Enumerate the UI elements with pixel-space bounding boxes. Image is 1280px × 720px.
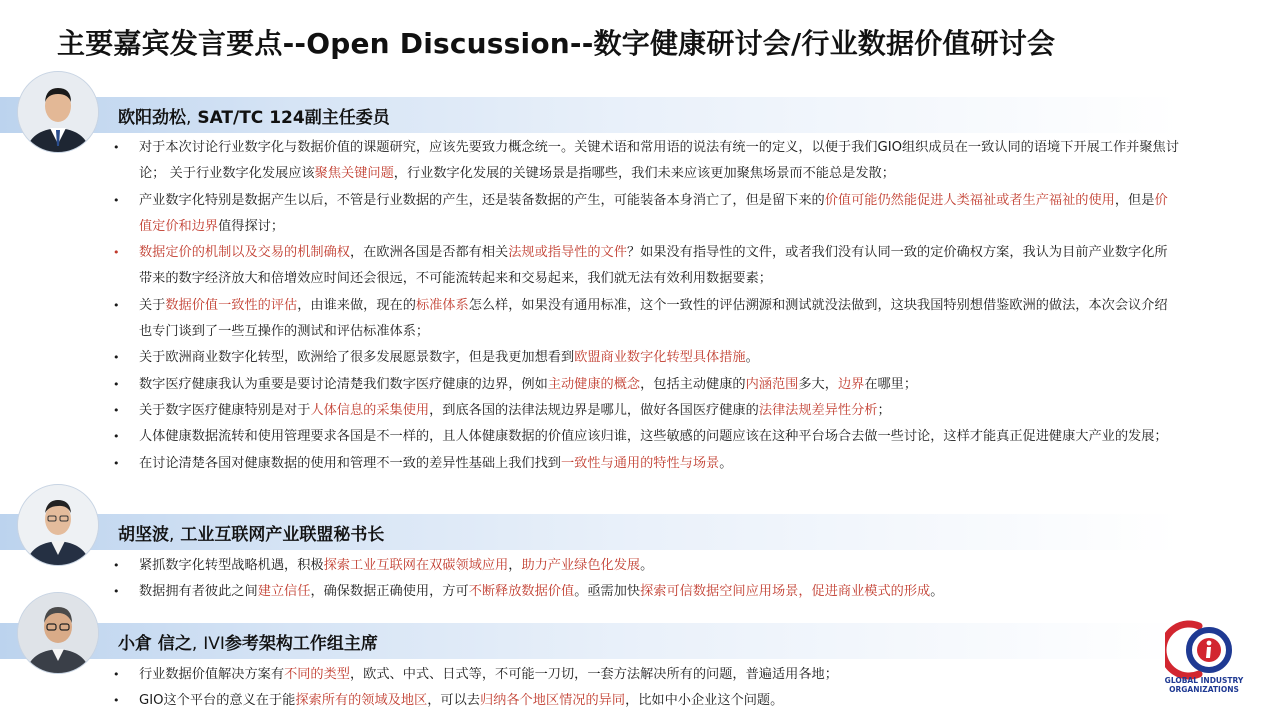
speaker-3-role: 参考架构工作组主席 — [224, 634, 378, 654]
page-title: 主要嘉宾发言要点--Open Discussion--数字健康研讨会/行业数据价值研讨会 — [57, 27, 1056, 60]
logo-line-1: GLOBAL INDUSTRY — [1164, 676, 1244, 685]
bullet-point — [0, 372, 1180, 398]
logo-text — [1162, 676, 1246, 694]
bullet-marker: • — [113, 141, 120, 154]
bullet-marker: • — [113, 559, 120, 572]
speaker-3-name: 小倉 信之 — [118, 634, 192, 654]
bullet-marker: • — [113, 430, 120, 444]
highlighted-text: 边界 — [837, 376, 865, 392]
point-text: ，行业数字化发展的关键场景是指哪些，我们未来应该更加聚焦场景而不能总是发散； — [393, 166, 895, 182]
highlighted-text: 数据价值一致性的评估 — [165, 297, 298, 313]
bullet-point — [0, 293, 1180, 346]
point-text: ，比如中小企业这个问题。 — [625, 693, 784, 709]
bullet-marker: • — [113, 377, 120, 391]
highlighted-text: 内涵范围 — [745, 376, 799, 392]
highlighted-text: 不同的类型 — [284, 667, 350, 682]
bullet-point — [0, 188, 1180, 241]
point-text: 紧抓数字化转型战略机遇，积极 — [139, 558, 324, 573]
gio-logo-icon — [1165, 618, 1243, 710]
bullet-marker: • — [113, 585, 120, 599]
point-text: 。亟需加快 — [574, 584, 641, 600]
point-text: 多大， — [798, 376, 838, 392]
speaker-3-separator: , — [191, 634, 198, 654]
bullet-marker: • — [113, 403, 120, 417]
speaker-1-separator: , — [186, 108, 192, 128]
point-text: 值得探讨； — [218, 218, 285, 234]
highlighted-text: 价值定价和边界 — [139, 192, 1168, 234]
point-text: ，但是 — [1114, 192, 1155, 208]
highlighted-text: 价值可能仍然能促进人类福祉或者生产福祉的使用 — [824, 192, 1115, 208]
highlighted-text: 主动健康的概念 — [547, 376, 641, 392]
speaker-1-role: SAT/TC 124副主任委员 — [197, 108, 390, 128]
point-text: 。 — [640, 558, 654, 573]
bullet-marker: • — [113, 351, 120, 365]
highlighted-text: 探索所有的领域及地区 — [295, 693, 428, 709]
speaker-name-2 — [118, 520, 384, 545]
point-text: 数据拥有者彼此之间 — [139, 584, 258, 600]
speaker-2-role: 工业互联网产业联盟秘书长 — [180, 525, 385, 545]
point-text: 关于欧洲商业数字化转型，欧洲给了很多发展愿景数字，但是我更加想看到 — [139, 350, 575, 366]
bullet-point — [0, 579, 1180, 605]
speaker-3-points — [0, 662, 1180, 715]
bullet-point — [0, 398, 1180, 424]
point-text: 在讨论清楚各国对健康数据的使用和管理不一致的差异性基础上我们找到 — [139, 455, 561, 471]
point-text: 。 — [745, 350, 759, 366]
point-text: GIO这个平台的意义在于能 — [139, 693, 296, 709]
point-text: ，包括主动健康的 — [640, 376, 746, 392]
highlighted-text: 助力产业绿色化发展 — [521, 558, 641, 573]
point-text: ，到底各国的法律法规边界是哪儿，做好各国医疗健康的 — [429, 402, 759, 418]
speaker-2-name: 胡坚波 — [118, 525, 169, 545]
point-text: ，在欧洲各国是否都有相关 — [350, 245, 509, 261]
highlighted-text: 探索工业互联网在双碳领域应用 — [323, 558, 509, 573]
point-text: ，确保数据正确使用，方可 — [310, 584, 469, 600]
bullet-marker: • — [113, 246, 120, 260]
highlighted-text: 法规或指导性的文件 — [508, 245, 627, 261]
point-text: ，欧式、中式、日式等，不可能一刀切，一套方法解决所有的问题，普遍适用各地； — [350, 667, 838, 682]
speaker-3-role-prefix: IVI — [203, 634, 225, 654]
bullet-marker: • — [113, 456, 120, 470]
speaker-2-points — [0, 553, 1180, 606]
highlighted-text: 探索可信数据空间应用场景，促进商业模式的形成 — [640, 584, 931, 600]
point-text: ， — [508, 558, 522, 573]
highlighted-text: 不断释放数据价值 — [468, 584, 575, 600]
point-text: 数字医疗健康我认为重要是要讨论清楚我们数字医疗健康的边界，例如 — [139, 376, 548, 392]
speaker-name-3 — [118, 629, 378, 654]
highlighted-text: 数据定价的机制以及交易的机制确权 — [139, 245, 350, 261]
point-text: 。 — [930, 584, 944, 600]
point-text: 行业数据价值解决方案有 — [139, 667, 285, 682]
bullet-point — [0, 424, 1180, 450]
bullet-point — [0, 688, 1180, 714]
bullet-point — [0, 240, 1180, 293]
point-text: 。 — [719, 455, 733, 471]
highlighted-text: 建立信任 — [257, 584, 311, 600]
highlighted-text: 欧盟商业数字化转型具体措施 — [574, 350, 746, 366]
point-text: ，可以去 — [427, 693, 480, 709]
highlighted-text: 标准体系 — [415, 297, 469, 313]
bullet-point — [0, 662, 1180, 688]
highlighted-text: 法律法规差异性分析 — [758, 402, 878, 418]
point-text: 怎么样，如果没有通用标准，这个一致性的评估溯源和测试就没法做到，这块我国特别想借鉴欧洲的做法，本次会议介绍也专门谈到了一些互操作的测试和评估标准体系； — [139, 297, 1168, 340]
bullet-point — [0, 451, 1180, 477]
point-text: 产业数字化特别是数据产生以后，不管是行业数据的产生，还是装备数据的产生，可能装备本身消亡了，但是留下来的 — [139, 192, 825, 208]
bullet-point — [0, 135, 1180, 188]
speaker-name-1 — [118, 103, 390, 128]
bullet-marker: • — [113, 298, 120, 312]
bullet-point — [0, 553, 1180, 579]
speaker-1-name: 欧阳劲松 — [118, 108, 186, 128]
bullet-marker: • — [113, 694, 120, 708]
point-text: 关于数字医疗健康特别是对于 — [139, 402, 311, 418]
bullet-point — [0, 345, 1180, 371]
logo-line-2: ORGANIZATIONS — [1169, 685, 1239, 694]
highlighted-text: 人体信息的采集使用 — [310, 402, 430, 418]
speaker-2-separator: , — [169, 525, 175, 545]
point-text: 人体健康数据流转和使用管理要求各国是不一样的，且人体健康数据的价值应该归谁，这些敏感的问题应该在这种平台场合去做一些讨论，这样才能真正促进健康大产业的发展； — [139, 429, 1168, 445]
speaker-1-points — [0, 135, 1180, 477]
bullet-marker: • — [113, 193, 120, 207]
highlighted-text: 聚焦关键问题 — [314, 166, 394, 182]
point-text: 在哪里； — [864, 376, 918, 392]
point-text: ？如果没有指导性的文件，或者我们没有认同一致的定价确权方案，我认为目前产业数字化所带来的数字经济放大和倍增效应时间还会很远，不可能流转起来和交易起来，我们就无法有效利用数据要素； — [139, 245, 1168, 287]
highlighted-text: 一致性与通用的特性与场景 — [561, 455, 720, 471]
point-text: ； — [877, 402, 891, 418]
bullet-marker: • — [113, 668, 120, 681]
point-text: 对于本次讨论行业数字化与数据价值的课题研究，应该先要致力概念统一。关键术语和常用语的说法有统一的定义，以便于我们GIO组织成员在一致认同的语境下开展工作并聚焦讨论； 关于行业数字化发展应该 — [139, 140, 1179, 182]
point-text: 关于 — [139, 297, 166, 313]
highlighted-text: 归纳各个地区情况的异同 — [480, 693, 626, 709]
point-text: ，由谁来做，现在的 — [297, 297, 416, 313]
